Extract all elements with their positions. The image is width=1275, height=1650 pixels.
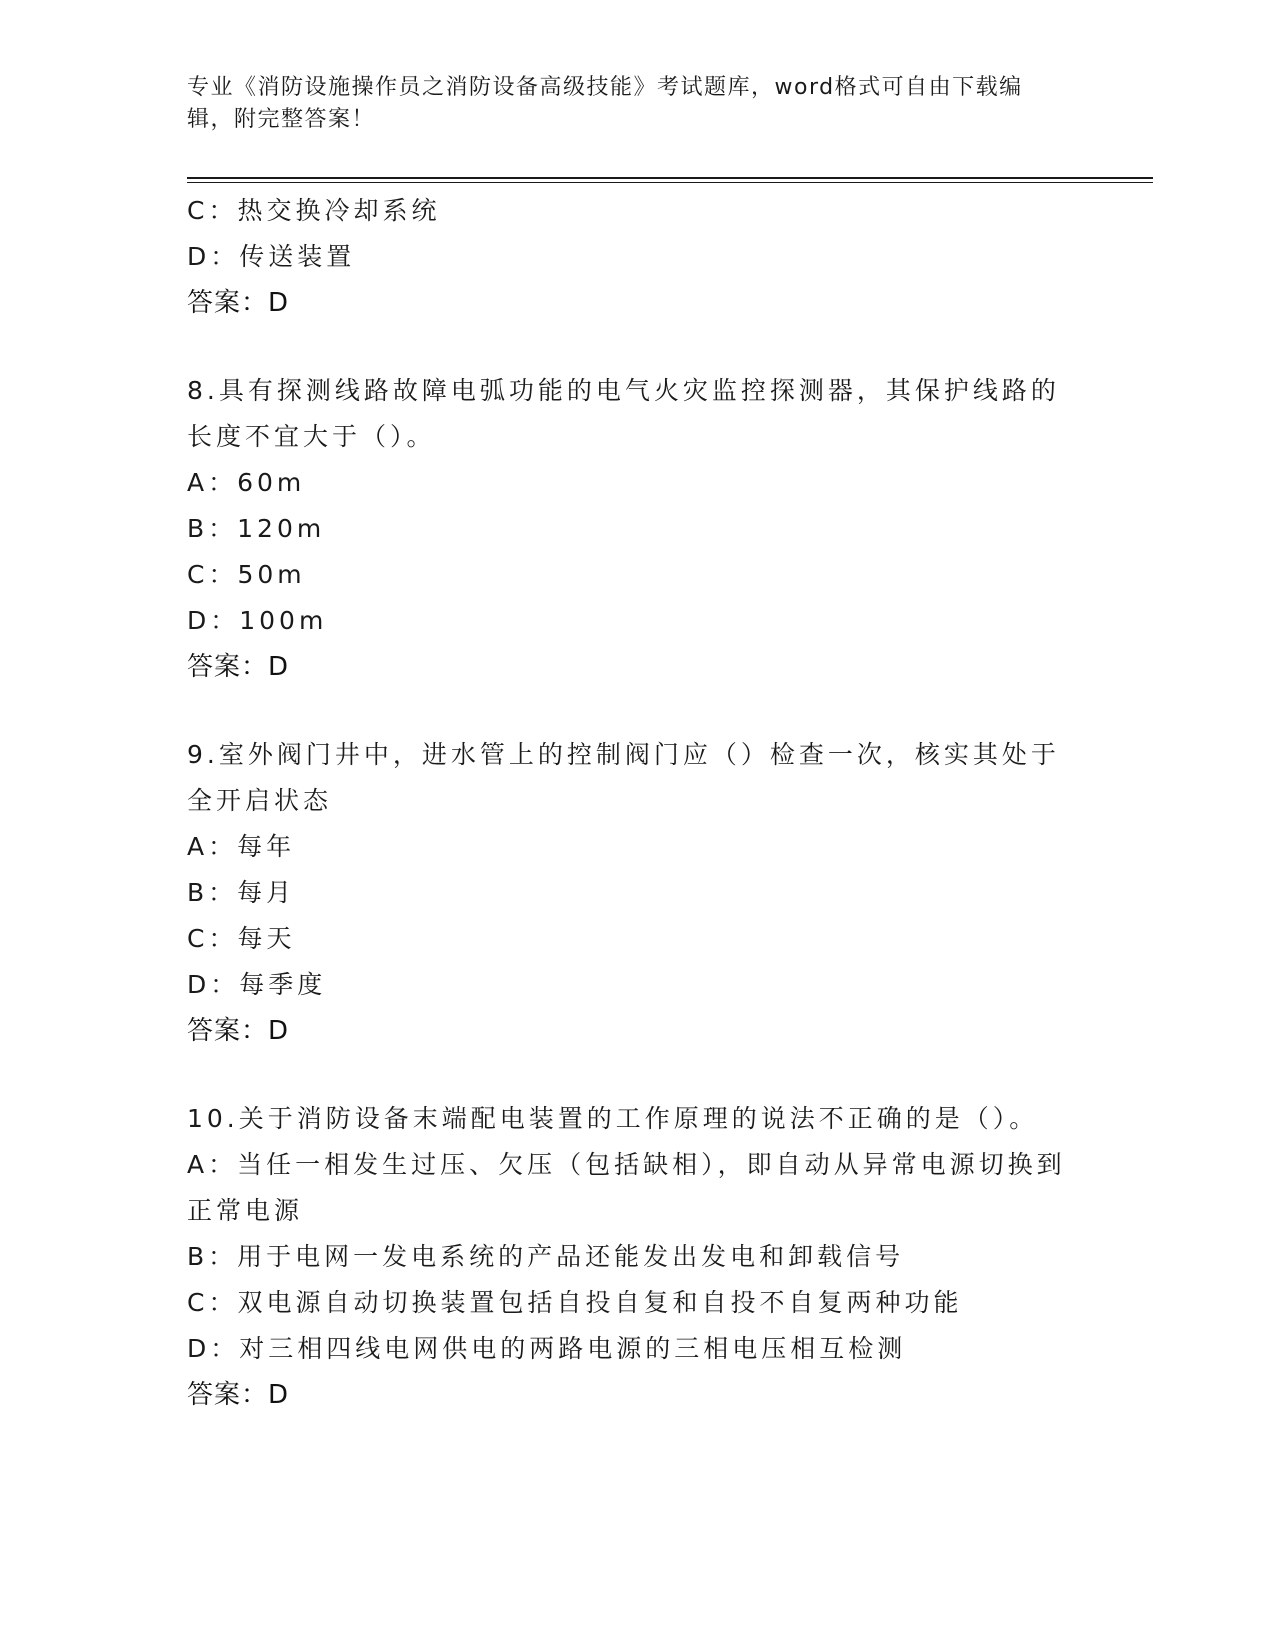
- spacer: [187, 326, 1087, 368]
- header-divider-thick: [187, 177, 1153, 179]
- question-10: [187, 1096, 1087, 1418]
- question-stem-line: 8.具有探测线路故障电弧功能的电气火灾监控探测器，其保护线路的: [187, 376, 1060, 405]
- question-stem-line: 9.室外阀门井中，进水管上的控制阀门应（）检查一次，核实其处于: [187, 740, 1060, 769]
- question-stem-line: 10.关于消防设备末端配电装置的工作原理的说法不正确的是（）。: [187, 1104, 1039, 1133]
- spacer: [187, 690, 1087, 732]
- header-line-2: 辑，附完整答案！: [187, 107, 376, 132]
- option-d: D：100m: [187, 606, 328, 635]
- option-c: C：热交换冷却系统: [187, 196, 441, 225]
- question-list: [187, 188, 1087, 1418]
- document-header: [187, 72, 1067, 136]
- option-c: C：双电源自动切换装置包括自投自复和自投不自复两种功能: [187, 1288, 963, 1317]
- option-d: D：每季度: [187, 970, 327, 999]
- answer-line: 答案：D: [187, 1016, 290, 1046]
- option-c: C：每天: [187, 924, 296, 953]
- option-a: A：每年: [187, 832, 296, 861]
- option-d: D：传送装置: [187, 242, 356, 271]
- option-b: B：用于电网一发电系统的产品还能发出发电和卸载信号: [187, 1242, 905, 1271]
- spacer: [187, 1054, 1087, 1096]
- question-stem-line: 全开启状态: [187, 786, 333, 815]
- question-9: [187, 732, 1087, 1054]
- header-line-1: 专业《消防设施操作员之消防设备高级技能》考试题库，word格式可自由下载编: [187, 75, 1023, 100]
- option-b: B：每月: [187, 878, 296, 907]
- question-8: [187, 368, 1087, 690]
- option-a: A：60m: [187, 468, 306, 497]
- answer-line: 答案：D: [187, 652, 290, 682]
- option-b: B：120m: [187, 514, 326, 543]
- question-stem-line: 长度不宜大于（）。: [187, 422, 436, 451]
- answer-line: 答案：D: [187, 1380, 290, 1410]
- option-a: A：当任一相发生过压、欠压（包括缺相），即自动从异常电源切换到: [187, 1150, 1066, 1179]
- answer-line: 答案：D: [187, 288, 290, 318]
- option-d: D：对三相四线电网供电的两路电源的三相电压相互检测: [187, 1334, 907, 1363]
- header-divider-thin: [187, 182, 1153, 183]
- question-7-tail: [187, 188, 1087, 326]
- option-c: C：50m: [187, 560, 306, 589]
- option-a-continuation: 正常电源: [187, 1196, 304, 1225]
